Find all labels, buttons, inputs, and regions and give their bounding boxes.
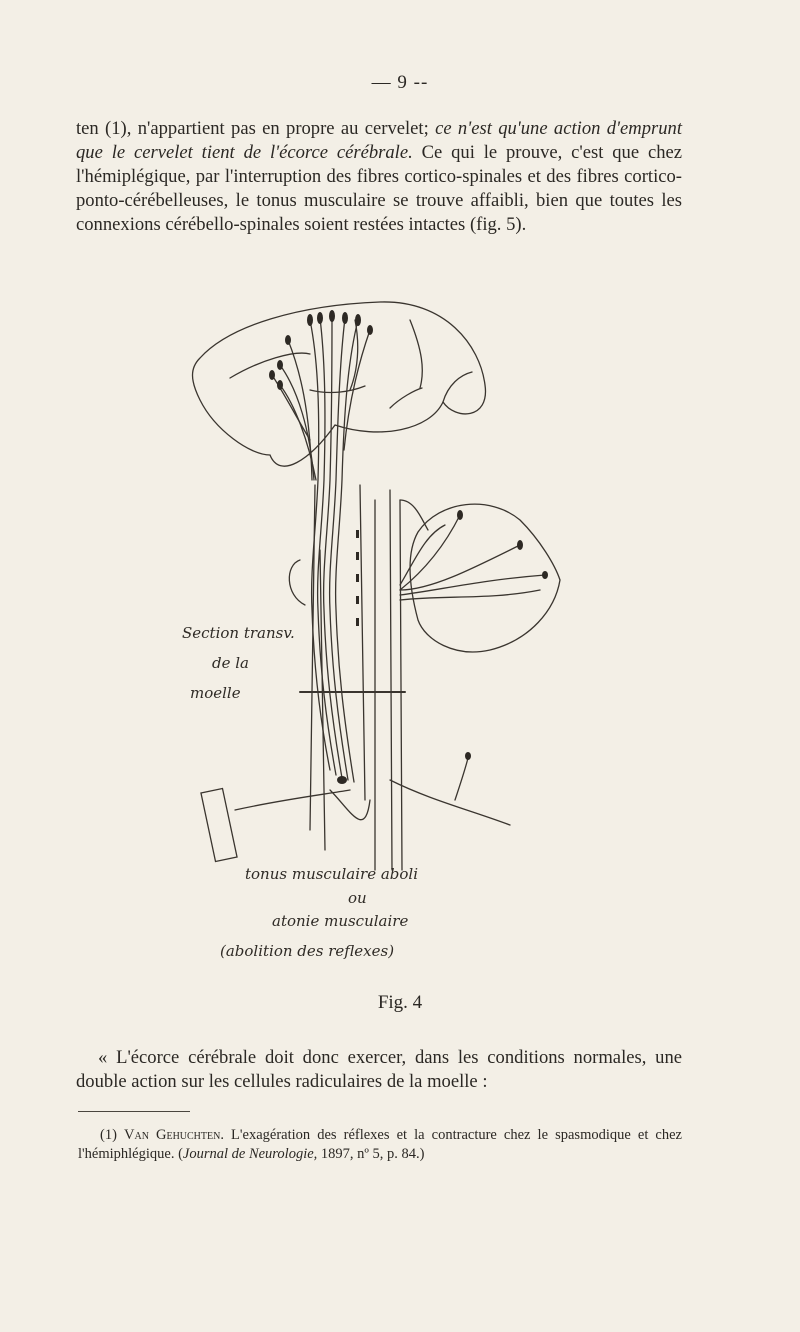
figure-4 [160, 290, 600, 1010]
annotation-or: ou [348, 889, 367, 907]
annotation-cord: moelle [190, 684, 241, 702]
footnote-text: . L'exagération des réflexes et la contracture chez le spasmodique et chez l'hémiphlégique. ( [78, 1127, 682, 1162]
footnote-author: Van Gehuchten [124, 1127, 221, 1143]
footnote-ref: 1897, nº 5, p. 84.) [317, 1146, 425, 1162]
paragraph-2 [76, 1046, 682, 1094]
paragraph-2-text: « L'écorce cérébrale doit donc exercer, dans les conditions normales, une double action sur les cellules radiculaires de la moelle : [76, 1047, 682, 1092]
paragraph-1 [76, 117, 682, 237]
figure-caption: Fig. 4 [377, 992, 423, 1013]
footnote [78, 1126, 682, 1164]
cerebrum-cerebellum-spinal-cord-drawing [160, 290, 600, 1010]
paragraph-1-italic: ce n'est qu'une action d'emprunt que le cervelet tient de l'écorce cérébrale. [76, 118, 682, 163]
annotation-atonie: atonie musculaire [272, 912, 409, 930]
footnote-journal: Journal de Neurologie, [182, 1146, 318, 1162]
footnote-marker: (1) [100, 1127, 117, 1143]
footnote-divider [78, 1111, 190, 1112]
annotation-section: Section transv. [182, 624, 295, 642]
annotation-tonus: tonus musculaire aboli [245, 865, 419, 883]
annotation-of-the: de la [212, 654, 249, 672]
paragraph-1-text-a: ten (1), n'appartient pas en propre au cervelet; [76, 118, 436, 139]
page-number: — 9 -- [371, 72, 429, 93]
paragraph-1-text-b: Ce qui le prouve, c'est que chez l'hémiplégique, par l'interruption des fibres cortico-spinales et des fibres cortico-ponto-cérébelleuses, le tonus musculaire se trouve affaibli, bien que toutes les connexions cérébello-spinales soient restées intactes (fig. 5). [76, 142, 683, 235]
annotation-reflexes: (abolition des reflexes) [220, 942, 395, 960]
